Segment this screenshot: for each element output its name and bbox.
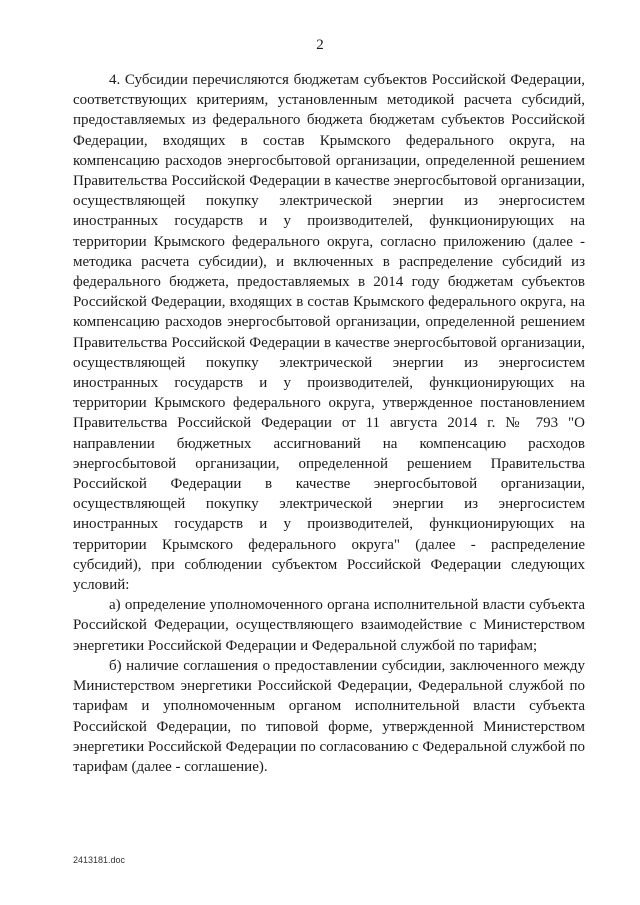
paragraph-b: б) наличие соглашения о предоставлении субсидии, заключенного между Министерством энергетики Российской Федерации, Федеральной службой по тарифам и уполномоченным органом исполнительной власти субъекта Российской Федерации, по типовой форме, утвержденной Министерством энергетики Российской Федерации по согласованию с Федеральной службой по тарифам (далее - соглашение). [73, 657, 585, 775]
page-number: 2 [316, 37, 324, 53]
paragraph-4: 4. Субсидии перечисляются бюджетам субъектов Российской Федерации, соответствующих критериям, установленным методикой расчета субсидий, предоставляемых из федерального бюджета бюджетам субъектов Российской Федерации, входящих в состав Крымского федерального округа, на компенсацию расходов энергосбытовой организации, определенной решением Правительства Российской Федерации в качестве энергосбытовой организации, осуществляющей покупку электрической энергии из энергосистем иностранных государств и у производителей, функционирующих на территории Крымского федерального округа, согласно приложению (далее - методика расчета субсидии), и включенных в распределение субсидий из федерального бюджета, предоставляемых в 2014 году бюджетам субъектов Российской Федерации, входящих в состав Крымского федерального округа, на компенсацию расходов энергосбытовой организации, определенной решением Правительства Российской Федерации в качестве энергосбытовой организации, осуществляющей покупку электрической энергии из энергосистем иностранных государств и у производителей, функционирующих на территории Крымского федерального округа, утвержденное постановлением Правительства Российской Федерации от 11 августа 2014 г. № 793 "О направлении бюджетных ассигнований на компенсацию расходов энергосбытовой организации, определенной решением Правительства Российской Федерации в качестве энергосбытовой организации, осуществляющей покупку электрической энергии из энергосистем иностранных государств и у производителей, функционирующих на территории Крымского федерального округа" (далее - распределение субсидий), при соблюдении субъектом Российской Федерации следующих условий: [73, 72, 585, 594]
paragraph-a: а) определение уполномоченного органа исполнительной власти субъекта Российской Федерации, осуществляющего взаимодействие с Министерством энергетики Российской Федерации и Федеральной службой по тарифам; [73, 597, 585, 654]
file-name-footer: 2413181.doc [73, 855, 126, 865]
document-body [73, 70, 585, 777]
